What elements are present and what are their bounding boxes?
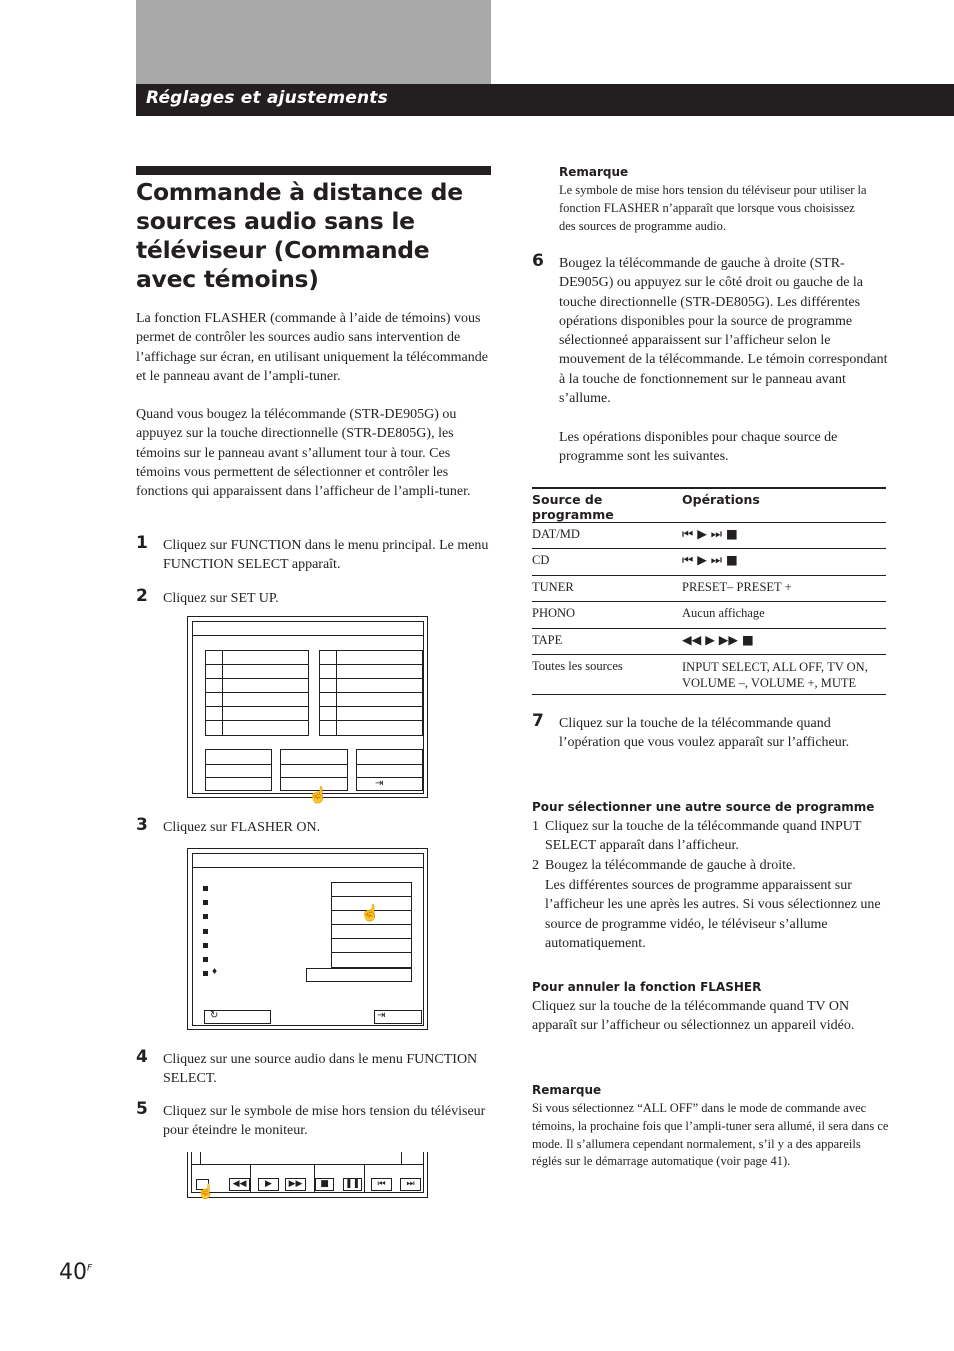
step-7-text: Cliquez sur la touche de la télécommande quand l’opération que vous voulez apparaît sur l’afficheur. bbox=[559, 716, 850, 751]
flasher-options-list bbox=[331, 882, 412, 968]
column-header-operations: Opérations bbox=[682, 487, 886, 523]
cancel-heading: Pour annuler la fonction FLASHER bbox=[532, 980, 762, 994]
note-2-text: Si vous sélectionnez “ALL OFF” dans le mode de commande avec témoins, la prochaine fois que l’ampli-tuner sera allumé, il sera dans ce mode. Il s’allumera cependant normalement, s’il y a des appareils réglés sur le démarrage automatique (voir page 41). bbox=[532, 1101, 889, 1169]
row-source: DAT/MD bbox=[532, 523, 682, 549]
intro-paragraph-1: La fonction FLASHER (commande à l’aide de témoins) vous permet de contrôler les sources audio sans intervention de l’affichage sur écran, en utilisant uniquement la télécommande et le panneau avant de l’ampli-tuner. bbox=[136, 311, 488, 384]
previous-track-icon: ⏮ bbox=[371, 1178, 392, 1191]
control-bar-illustration bbox=[187, 1152, 428, 1198]
table-row bbox=[532, 576, 886, 602]
section-title: Réglages et ajustements bbox=[146, 88, 388, 108]
step-3-number: 3 bbox=[136, 815, 148, 835]
other-source-item-1-number: 1 bbox=[532, 819, 539, 834]
other-source-item-2-number: 2 bbox=[532, 858, 539, 873]
step-1-number: 1 bbox=[136, 533, 148, 553]
flasher-bullet bbox=[203, 929, 208, 934]
undo-icon: ↻ bbox=[210, 1010, 219, 1021]
step-1-text: Cliquez sur FUNCTION dans le menu principal. Le menu FUNCTION SELECT apparaît. bbox=[163, 538, 489, 573]
page-title: Commande à distance de sources audio sans le téléviseur (Commande avec témoins) bbox=[136, 178, 463, 293]
page-number-value: 40 bbox=[59, 1260, 87, 1285]
stop-icon: ■ bbox=[315, 1178, 334, 1191]
step-2-number: 2 bbox=[136, 586, 148, 606]
step-7-number: 7 bbox=[532, 711, 544, 731]
page-number bbox=[59, 1260, 92, 1285]
note-1-heading: Remarque bbox=[559, 165, 629, 179]
row-operations: PRESET– PRESET + bbox=[682, 576, 886, 602]
table-row bbox=[532, 655, 886, 695]
pointer-hand-icon: ☝ bbox=[308, 787, 328, 804]
row-source: TAPE bbox=[532, 629, 682, 655]
row-operations: Aucun affichage bbox=[682, 602, 886, 629]
pointer-hand-icon: ☝ bbox=[197, 1185, 215, 1200]
cancel-text: Cliquez sur la touche de la télécommande quand TV ON apparaît sur l’afficheur ou sélectionnez un appareil vidéo. bbox=[532, 999, 855, 1034]
column-header-source: Source de programme bbox=[532, 487, 682, 523]
flasher-bottom-left-button bbox=[204, 1010, 271, 1024]
setup-bottom-button-3 bbox=[356, 749, 423, 791]
note-2-heading: Remarque bbox=[532, 1083, 602, 1097]
operations-table bbox=[532, 487, 886, 695]
fast-forward-icon: ▶▶ bbox=[285, 1178, 306, 1191]
flasher-marker-icon: ♦ bbox=[212, 966, 218, 977]
other-source-item-2: Bougez la télécommande de gauche à droite. bbox=[545, 858, 796, 873]
header-gray-block bbox=[136, 0, 491, 84]
flasher-menu-illustration bbox=[187, 848, 428, 1030]
flasher-bullet bbox=[203, 943, 208, 948]
flasher-bullet bbox=[203, 886, 208, 891]
setup-bottom-button-1 bbox=[205, 749, 272, 791]
rewind-icon: ◀◀ bbox=[229, 1178, 250, 1191]
row-operations: ⏮ ▶ ⏭ ■ bbox=[682, 549, 886, 576]
step-5-text: Cliquez sur le symbole de mise hors tension du téléviseur pour éteindre le moniteur. bbox=[163, 1104, 486, 1139]
table-row bbox=[532, 629, 886, 655]
step-3-text: Cliquez sur FLASHER ON. bbox=[163, 820, 321, 835]
flasher-bottom-right-button bbox=[374, 1010, 422, 1024]
table-row bbox=[532, 549, 886, 576]
flasher-bullet bbox=[203, 914, 208, 919]
pointer-hand-icon: ☝ bbox=[360, 905, 380, 922]
step-6-text: Bougez la télécommande de gauche à droite (STR-DE905G) ou appuyez sur le côté droit ou gauche de la touche directionnelle (STR-DE805G). Les différentes opérations disponibles pour la source de programme sélectionneé apparaissent sur l’afficheur selon le mouvement de la télécommande. Le témoin correspondant à la touche de fonctionnement sur le panneau avant s’allume. bbox=[559, 256, 888, 407]
row-operations: ◀◀ ▶ ▶▶ ■ bbox=[682, 629, 886, 655]
other-source-item-2-detail: Les différentes sources de programme apparaissent sur l’afficheur les une après les autres. Si vous sélectionnez une source de programme vidéo, le téléviseur s’allume automatiquement. bbox=[545, 878, 881, 951]
step-2-text: Cliquez sur SET UP. bbox=[163, 591, 279, 606]
flasher-option-wide bbox=[306, 968, 412, 982]
row-source: CD bbox=[532, 549, 682, 576]
intro-paragraph-2: Quand vous bougez la télécommande (STR-DE905G) ou appuyez sur la touche directionnelle (STR-DE805G), les témoins sur le panneau avant s’allument tour à tour. Ces témoins vous permettent de sélectionner et contrôler les fonctions qui apparaissent dans l’afficheur de l’ampli-tuner. bbox=[136, 407, 471, 500]
table-row bbox=[532, 523, 886, 549]
flasher-bullet bbox=[203, 971, 208, 976]
table-row bbox=[532, 602, 886, 629]
play-icon: ▶ bbox=[258, 1178, 279, 1191]
title-rule bbox=[136, 166, 491, 175]
row-source: Toutes les sources bbox=[532, 655, 682, 695]
flasher-bullet bbox=[203, 900, 208, 905]
return-icon: ⇥ bbox=[377, 1010, 386, 1021]
next-track-icon: ⏭ bbox=[400, 1178, 421, 1191]
pause-icon: ❚❚ bbox=[344, 1179, 361, 1189]
row-operations: INPUT SELECT, ALL OFF, TV ON, VOLUME –, VOLUME +, MUTE bbox=[682, 655, 886, 695]
other-source-heading: Pour sélectionner une autre source de programme bbox=[532, 800, 875, 814]
note-1-text: Le symbole de mise hors tension du téléviseur pour utiliser la fonction FLASHER n’apparaît que lorsque vous choisissez des sources de programme audio. bbox=[559, 183, 867, 233]
setup-right-list bbox=[319, 650, 423, 736]
flasher-bullet bbox=[203, 957, 208, 962]
return-icon: ⇥ bbox=[375, 778, 384, 789]
step-6-number: 6 bbox=[532, 251, 544, 271]
page-number-suffix: F bbox=[87, 1263, 93, 1274]
table-header-row bbox=[532, 487, 886, 523]
row-operations: ⏮ ▶ ⏭ ■ bbox=[682, 523, 886, 549]
step-4-text: Cliquez sur une source audio dans le menu FUNCTION SELECT. bbox=[163, 1052, 478, 1087]
row-source: TUNER bbox=[532, 576, 682, 602]
setup-left-list bbox=[205, 650, 309, 736]
step-6-extra-text: Les opérations disponibles pour chaque source de programme sont les suivantes. bbox=[559, 430, 838, 465]
setup-menu-illustration bbox=[187, 616, 428, 804]
step-4-number: 4 bbox=[136, 1047, 148, 1067]
other-source-item-1: Cliquez sur la touche de la télécommande quand INPUT SELECT apparaît dans l’afficheur. bbox=[545, 819, 862, 854]
step-5-number: 5 bbox=[136, 1099, 148, 1119]
row-source: PHONO bbox=[532, 602, 682, 629]
